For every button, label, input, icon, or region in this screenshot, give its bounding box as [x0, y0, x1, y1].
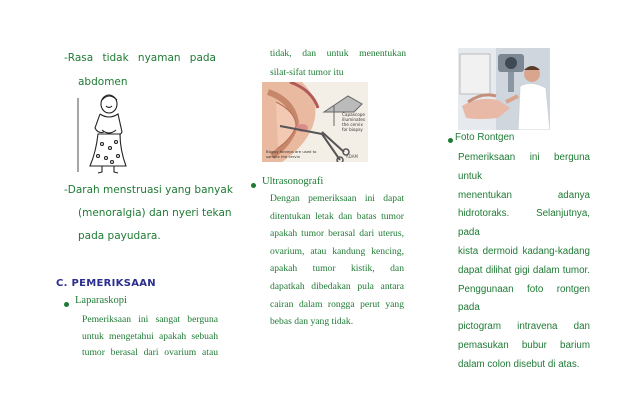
- biopsy-figure: [262, 82, 368, 162]
- paragraph-line: ovarium, atau kandung kencing,: [270, 245, 404, 257]
- paragraph-line: ditentukan letak dan batas tumor: [270, 210, 404, 222]
- symptom-bleeding-line1: -Darah menstruasi yang banyak: [64, 184, 233, 196]
- paragraph-line: Pemeriksaan ini berguna untuk: [458, 152, 590, 182]
- symptom-discomfort-line2: abdomen: [78, 76, 128, 88]
- paragraph-line: apakah tumor berasal dari uterus,: [270, 228, 404, 240]
- label-line: Capascope: [342, 112, 365, 117]
- paragraph-line: pemasukan bubur barium: [458, 339, 590, 351]
- rontgen-paragraph: [458, 149, 590, 375]
- paragraph-line: Pemeriksaan ini sangat berguna: [82, 314, 218, 325]
- bullet-ultrasonografi: Ultrasonografi: [262, 176, 324, 187]
- paragraph-line: dalam colon disebut di atas.: [458, 358, 580, 370]
- symptom-bleeding-line2: (menoralgia) dan nyeri tekan: [78, 207, 232, 219]
- paragraph-line: silat-sifat tumor itu: [270, 67, 344, 78]
- bullet-icon: [448, 138, 453, 143]
- bullet-icon: [64, 302, 69, 307]
- paragraph-line: cairan dalam rongga perut yang: [270, 298, 404, 310]
- paragraph-line: menentukan adanya: [458, 189, 590, 201]
- paragraph-line: Dengan pemeriksaan ini dapat: [270, 193, 404, 204]
- label-line: for biopsy: [342, 127, 363, 132]
- paragraph-line: tidak, dan untuk menentukan: [270, 48, 406, 59]
- figure-credit: ADAM: [346, 154, 358, 159]
- paragraph-line: Penggunaan foto rontgen pada: [458, 283, 590, 314]
- paragraph-line: pictogram intravena dan: [458, 321, 590, 333]
- xray-machine-photo: [458, 48, 550, 130]
- paragraph-line: dapatkah dibedakan pula antara: [270, 280, 404, 292]
- symptom-discomfort-line1: [64, 46, 216, 70]
- woman-abdominal-pain-illustration: [76, 92, 138, 174]
- paragraph-line: dapat dilihat gigi dalam tumor.: [458, 264, 590, 276]
- paragraph-line: untuk mengetahui apakah sebuah: [82, 330, 218, 342]
- word: -Rasa: [64, 52, 94, 64]
- word: tidak: [102, 52, 129, 64]
- section-heading-pemeriksaan: C. PEMERIKSAAN: [56, 278, 156, 289]
- label-line: the cervix: [342, 122, 363, 127]
- word: nyaman: [137, 52, 181, 64]
- laparoskopi-paragraph: [82, 312, 218, 362]
- figure-caption-forceps: Biopsy forceps are used to sample the cervix: [266, 149, 317, 159]
- continued-paragraph: [270, 44, 406, 82]
- word: pada: [189, 52, 216, 64]
- figure-label-capascope: [342, 112, 365, 132]
- paragraph-line: kista dermoid kadang-kadang: [458, 245, 590, 257]
- paragraph-line: apakah tumor kistik, dan: [270, 263, 404, 275]
- paragraph-line: bebas dan yang tidak.: [270, 316, 354, 328]
- label-line: illuminates: [342, 117, 366, 122]
- bullet-laparoskopi: Laparaskopi: [75, 295, 127, 306]
- paragraph-line: tumor berasal dari ovarium atau: [82, 347, 218, 358]
- usg-paragraph: [270, 190, 404, 331]
- bullet-foto-rontgen: Foto Rontgen: [455, 132, 515, 143]
- symptom-bleeding-line3: pada payudara.: [78, 230, 161, 242]
- paragraph-line: hidrotoraks. Selanjutnya, pada: [458, 208, 590, 239]
- bullet-icon: [251, 183, 256, 188]
- xray-photo: [458, 48, 550, 130]
